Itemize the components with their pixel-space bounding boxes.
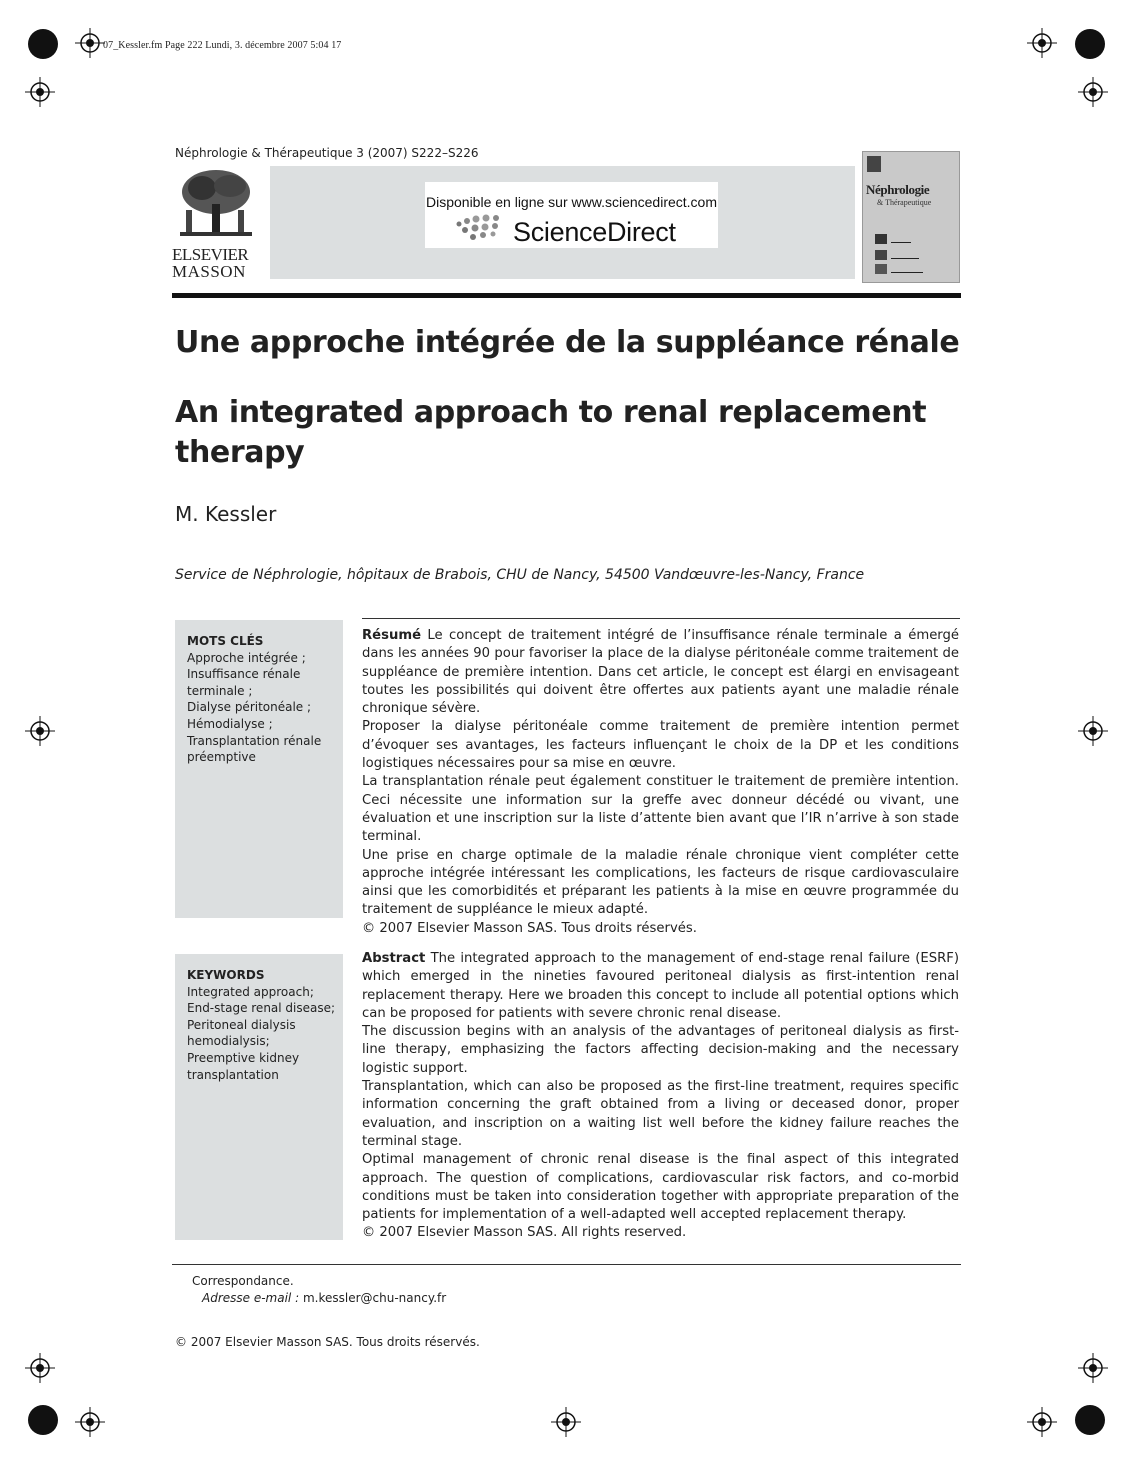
color-star-target-icon <box>28 1405 58 1435</box>
cover-emblem-icon <box>867 156 881 172</box>
journal-reference: Néphrologie & Thérapeutique 3 (2007) S222–S226 <box>175 146 479 160</box>
resume-copyright: © 2007 Elsevier Masson SAS. Tous droits réservés. <box>362 920 697 936</box>
registration-mark-icon <box>1027 28 1057 58</box>
registration-mark-icon <box>75 1407 105 1437</box>
abstract-paragraph: Optimal management of chronic renal disease is the final aspect of this integrated approach. The question of complications, cardiovascular risk factors, and co-morbid conditions must be taken into consideration together with appropriate preparation of the patients for implementation of a well-adapted well accepted replacement therapy. <box>362 1152 959 1223</box>
journal-cover-thumbnail <box>862 151 960 283</box>
abstract-paragraph <box>362 950 959 1023</box>
sciencedirect-dots-icon <box>453 212 515 244</box>
keywords-box-french <box>175 620 343 918</box>
keywords-box-english <box>175 954 343 1240</box>
color-star-target-icon <box>28 29 58 59</box>
keyword-item: Approche intégrée ; <box>187 650 306 665</box>
color-star-target-icon <box>1075 29 1105 59</box>
registration-mark-icon <box>1027 1407 1057 1437</box>
abstract-paragraph: The discussion begins with an analysis of the advantages of peritoneal dialysis as first-line therapy, emphasizing the factors affecting decision-making and the necessary logistic support. <box>362 1024 959 1076</box>
cover-thumb-icon <box>875 264 887 274</box>
resume-text: Le concept de traitement intégré de l’insuffisance rénale terminale a émergé dans les années 90 pour favoriser la place de la dialyse péritonéale comme traitement de suppléance de première intention. Dans cet article, le concept est élargi en envisageant toutes les possibilités qui doivent être offertes aux patients ayant une maladie rénale chronique sévère. <box>362 628 959 717</box>
email-link[interactable]: m.kessler@chu-nancy.fr <box>302 1291 447 1305</box>
abstract-copyright: © 2007 Elsevier Masson SAS. All rights reserved. <box>362 1225 687 1241</box>
correspondence-label: Correspondance. <box>192 1274 294 1288</box>
abstract-text: The integrated approach to the management of end-stage renal failure (ESRF) which emerged in the nineties favoured peritoneal dialysis as first-intention renal replacement therapy. Here we broaden this concept to include all potential options which can be proposed for patients with severe chronic renal disease. <box>362 951 959 1021</box>
abstract-paragraph: Transplantation, which can also be proposed as the first-line treatment, requires specific information concerning the graft obtained from a living or deceased donor, proper evaluation, and inscription on a waiting list well before the kidney failure reaches the terminal stage. <box>362 1079 959 1149</box>
keyword-item: préemptive <box>187 750 256 765</box>
article-title-english: An integrated approach to renal replacement therapy <box>175 395 927 470</box>
availability-text: Disponible en ligne sur www.sciencedirect.com <box>425 194 718 210</box>
keywords-heading: KEYWORDS <box>187 968 265 982</box>
cover-line <box>891 272 923 273</box>
article-title-french: Une approche intégrée de la suppléance rénale <box>175 325 960 360</box>
registration-mark-icon <box>25 77 55 107</box>
author-name: M. Kessler <box>175 502 277 526</box>
sciencedirect-banner <box>270 166 855 279</box>
abstract-english <box>362 950 959 1243</box>
keyword-item: Insuffisance rénale <box>187 667 301 682</box>
resume-paragraph <box>362 627 959 718</box>
abstract-heading: Abstract <box>362 951 426 966</box>
sciencedirect-wordmark: ScienceDirect <box>513 217 676 247</box>
keyword-item: transplantation <box>187 1067 279 1082</box>
elsevier-tree-icon <box>172 166 260 240</box>
keyword-item: Integrated approach; <box>187 984 314 999</box>
registration-mark-icon <box>25 716 55 746</box>
resume-paragraph: Proposer la dialyse péritonéale comme traitement de première intention permet d’évoquer ses avantages, les facteurs influençant le choix de la DP et les conditions logistiques nécessaires pour sa mise en œuvre. <box>362 719 959 772</box>
email-label: Adresse e-mail : <box>202 1291 300 1305</box>
resume-heading: Résumé <box>362 628 422 643</box>
resume-paragraph: Une prise en charge optimale de la maladie rénale chronique vient compléter cette approche intégrée intéressant les complications, les facteurs de risque cardiovasculaire ainsi que les comorbidités et préparant les patients à la mise en œuvre programmée du traitement de suppléance le mieux adapté. <box>362 847 959 918</box>
registration-mark-icon <box>25 1353 55 1383</box>
email-line <box>192 1290 446 1307</box>
logo-wordmark-line1: ELSEVIER <box>172 245 249 264</box>
footnote-rule <box>172 1264 961 1265</box>
registration-mark-icon <box>551 1407 581 1437</box>
correspondence-footnote <box>192 1273 446 1307</box>
header-rule <box>172 293 961 298</box>
resume-paragraph: La transplantation rénale peut également constituer le traitement de première intention. Ceci nécessite une information sur la greffe avec donneur décédé ou vivant, une évaluation et une inscription sur la liste d’attente bien avant que l’IR n’arrive à son stade terminal. <box>362 774 959 845</box>
logo-wordmark-line2: MASSON <box>172 262 246 281</box>
keyword-item: Preemptive kidney <box>187 1050 300 1065</box>
keyword-item: Transplantation rénale <box>187 733 322 748</box>
registration-mark-icon <box>1078 716 1108 746</box>
footer-copyright: © 2007 Elsevier Masson SAS. Tous droits réservés. <box>175 1335 480 1349</box>
abstract-top-rule <box>362 618 960 619</box>
registration-mark-icon <box>1078 77 1108 107</box>
cover-thumb-icon <box>875 234 887 244</box>
sciencedirect-box[interactable] <box>425 182 718 248</box>
keyword-item: Peritoneal dialysis <box>187 1017 296 1032</box>
keywords-heading: MOTS CLÉS <box>187 634 264 648</box>
keyword-item: Hémodialyse ; <box>187 716 273 731</box>
registration-mark-icon <box>75 28 105 58</box>
cover-line <box>891 242 911 243</box>
cover-subtitle: & Thérapeutique <box>877 198 932 207</box>
color-star-target-icon <box>1075 1405 1105 1435</box>
cover-title: Néphrologie <box>866 182 930 197</box>
keyword-item: hemodialysis; <box>187 1034 270 1049</box>
cover-thumb-icon <box>875 250 887 260</box>
keyword-item: terminale ; <box>187 683 253 698</box>
resume-french <box>362 627 959 938</box>
registration-mark-icon <box>1078 1353 1108 1383</box>
keyword-item: End-stage renal disease; <box>187 1001 336 1016</box>
printer-slug-line: 07_Kessler.fm Page 222 Lundi, 3. décembre 2007 5:04 17 <box>103 40 342 51</box>
cover-line <box>891 258 919 259</box>
keyword-item: Dialyse péritonéale ; <box>187 700 312 715</box>
elsevier-masson-logo <box>172 166 260 281</box>
author-affiliation: Service de Néphrologie, hôpitaux de Brabois, CHU de Nancy, 54500 Vandœuvre-les-Nancy, France <box>175 567 865 583</box>
